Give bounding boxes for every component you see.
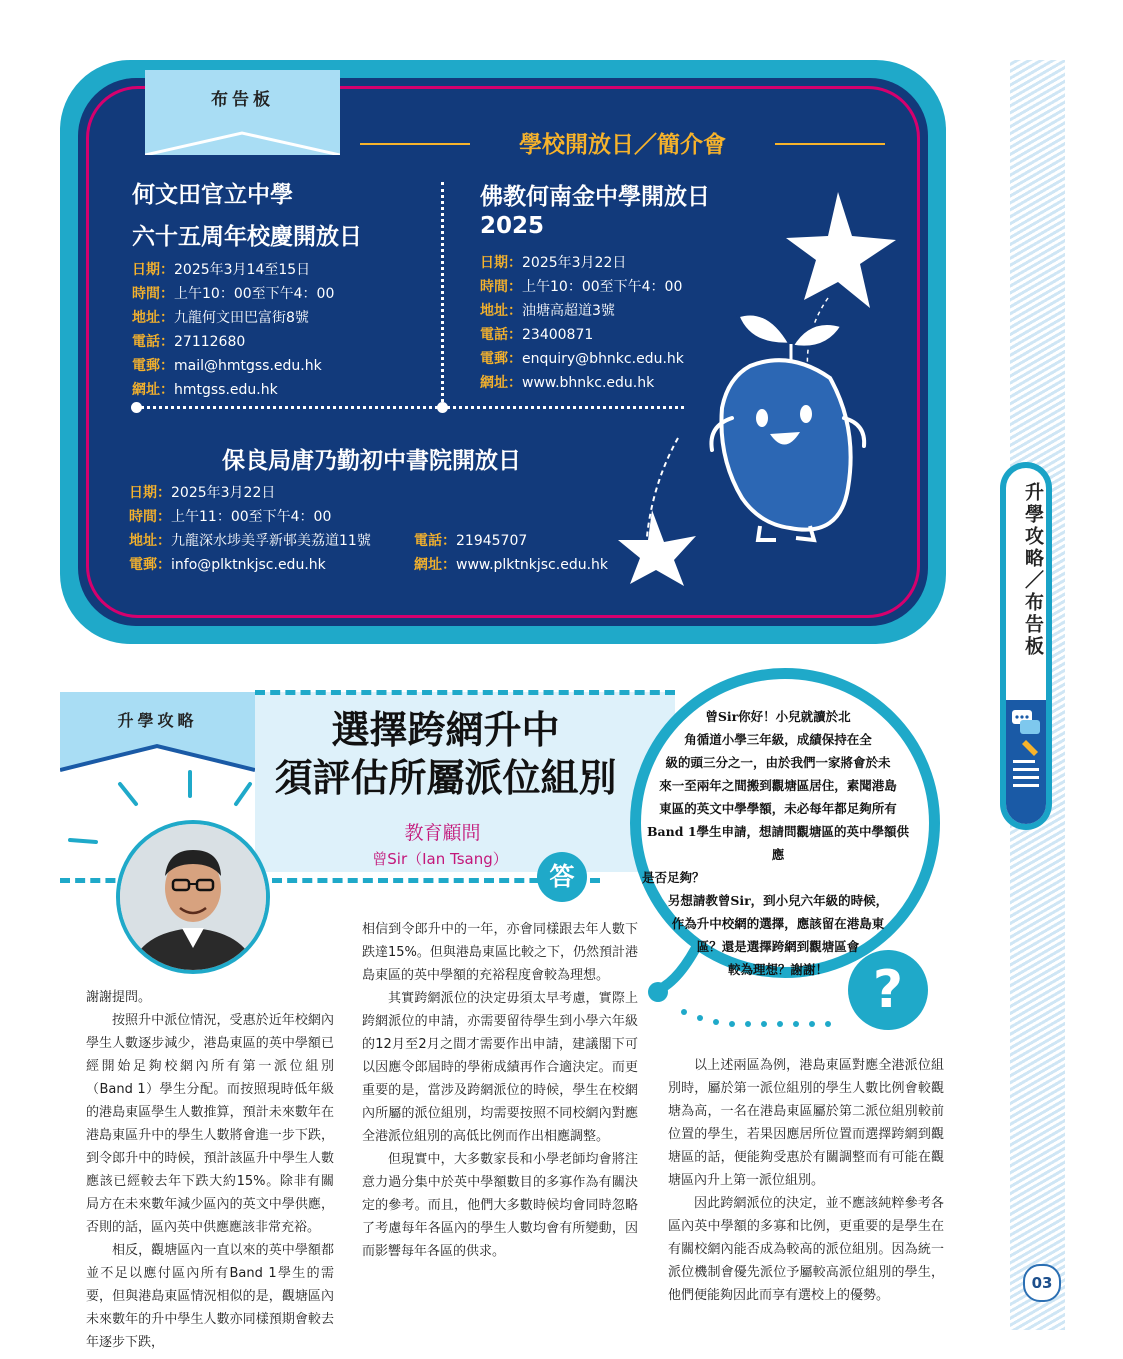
school2-date: 日期：2025年3月22日 (480, 255, 627, 271)
school3-title: 保良局唐乃勤初中書院開放日 (222, 448, 521, 474)
school2-title-line1: 佛教何南金中學開放日 (480, 184, 710, 210)
question-line: 另想請教曾Sir，到小兒六年級的時候， (667, 893, 889, 908)
bulletin-tag-notch (145, 125, 340, 155)
school1-time: 時間：上午10：00至下午4：00 (132, 286, 335, 302)
answer-badge: 答 (537, 852, 587, 902)
article-tag-label: 升學攻略 (117, 711, 198, 730)
question-line: 來一至兩年之間搬到觀塘區居住，素聞港島 (659, 778, 897, 793)
divider-dot-mid (437, 402, 448, 413)
school1-phone: 電話：27112680 (132, 334, 246, 350)
school2-title-line2: 2025 (480, 213, 545, 239)
school1-date: 日期：2025年3月14至15日 (132, 262, 311, 278)
school1-title-line2: 六十五周年校慶開放日 (132, 224, 362, 250)
author-role: 教育顧問 (404, 822, 481, 844)
question-mark-badge: ? (848, 950, 928, 1030)
sprout-mascot-illustration (600, 188, 910, 588)
question-line: 東區的英文中學學額，未必每年都足夠所有 (659, 801, 897, 816)
paragraph: 以上述兩區為例，港島東區對應全港派位組別時，屬於第一派位組別的學生人數比例會較觀塘為高，一名在港島東區屬於第二派位組別較前位置的學生，若果因應居所位置而選擇跨網到觀塘區的話，便能夠受惠於有關調整而有可能在觀塘區內升上第一派位組別。 (668, 1058, 944, 1188)
divider-vertical (441, 182, 444, 402)
question-line: 區？還是選擇跨網到觀塘區會 (696, 939, 860, 954)
author-avatar (116, 820, 270, 974)
school3-email: 電郵：info@plktnkjsc.edu.hk (129, 557, 326, 573)
school3-address: 地址：九龍深水埗美孚新邨美荔道11號 (129, 533, 371, 549)
article-column-2 (362, 918, 638, 1263)
question-line: 級的頭三分之一，由於我們一家將會於未 (665, 755, 891, 770)
paragraph: 因此跨網派位的決定，並不應該純粹參考各區內英中學額的多寡和比例，更重要的是學生在有關校網內能否成為較高的派位組別。因為統一派位機制會優先派位予屬較高派位組別的學生，他們便能夠因此而享有選校上的優勢。 (668, 1196, 944, 1303)
question-line: 較為理想？謝謝！ (727, 962, 828, 977)
star-icon (786, 192, 896, 308)
paragraph: 按照升中派位情況，受惠於近年校網內學生人數逐步減少，港島東區的英中學額已經開始足夠校網內所有第一派位組別（Band 1）學生分配。而按照現時低年級的港島東區學生人數推算，預計未來數年在港島東區升中的學生人數將會進一步下跌，到令郎升中的時候，預計該區升中學生人數應該已經較去年下跌大約15%。除非有關局方在未來數年減少區內的英文中學供應，否則的話，區內英中供應應該非常充裕。 (86, 1013, 334, 1235)
paragraph: 相信到令郎升中的一年，亦會同樣跟去年人數下跌達15%。但與港島東區比較之下，仍然預計港島東區的英中學額的充裕程度會較為理想。 (362, 922, 638, 983)
headline-line2: 須評估所屬派位組別 (274, 755, 617, 800)
school3-info-right (414, 529, 608, 577)
question-line: 角循道小學三年級，成績保持在全 (684, 732, 872, 747)
divider-dot-left (131, 402, 142, 413)
question-line: 作為升中校網的選擇，應該留在港島東 (671, 916, 885, 931)
article-headline (258, 706, 633, 802)
school3-website: 網址：www.plktnkjsc.edu.hk (414, 557, 609, 573)
school1-website: 網址：hmtgss.edu.hk (132, 382, 278, 398)
school1-address: 地址：九龍何文田巴富街8號 (132, 310, 309, 326)
question-line: Band 1學生申請，想請問觀塘區的英中學額供應 (646, 824, 910, 862)
school2-time: 時間：上午10：00至下午4：00 (480, 279, 683, 295)
school2-website: 網址：www.bhnkc.edu.hk (480, 375, 655, 391)
school2-phone: 電話：23400871 (480, 327, 594, 343)
bulletin-tag-label: 布告板 (211, 90, 274, 110)
paragraph: 但現實中，大多數家長和小學老師均會將注意力過分集中於英中學額數目的多寡作為有關決定的參考。而且，他們大多數時候均會同時忽略了考慮每年各區內的學生人數均會有所變動，因而影響每年各區的供求。 (362, 1152, 638, 1259)
school1-info (132, 258, 334, 402)
article-column-1 (86, 986, 334, 1354)
school3-date: 日期：2025年3月22日 (129, 485, 276, 501)
question-line: 曾Sir你好！小兒就讀於北 (705, 709, 851, 724)
page-number: 03 (1023, 1264, 1061, 1302)
school2-address: 地址：油塘高超道3號 (480, 303, 615, 319)
paragraph: 相反，觀塘區內一直以來的英中學額都並不足以應付區內所有Band 1學生的需要，但與港島東區情況相似的是，觀塘區內未來數年的升中學生人數亦同樣預期會較去年逐步下跌， (86, 1243, 334, 1350)
paragraph: 謝謝提問。 (86, 990, 152, 1005)
section-title-text: 學校開放日／簡介會 (519, 132, 726, 158)
reader-question (642, 705, 914, 981)
school2-email: 電郵：enquiry@bhnkc.edu.hk (480, 351, 684, 367)
school3-phone: 電話：21945707 (414, 533, 528, 549)
author-name: 曾Sir（Ian Tsang） (372, 850, 508, 868)
school1-email: 電郵：mail@hmtgss.edu.hk (132, 358, 322, 374)
headline-top-dashes (255, 690, 675, 695)
article-column-3 (668, 1054, 944, 1307)
open-day-section-title (360, 124, 885, 164)
star-icon (618, 510, 696, 586)
paragraph: 其實跨網派位的決定毋須太早考慮，實際上跨網派位的申請，亦需要留待學生到小學六年級的12月至2月之間才需要作出申請，建議閣下可以因應令郎屆時的學術成績再作合適決定。而更重要的是，當涉及跨網派位的時候，學生在校網內所屬的派位組別，均需要按照不同校網內對應全港派位組別的高低比例而作出相應調整。 (362, 991, 638, 1144)
school1-title-line1: 何文田官立中學 (132, 182, 293, 208)
question-line: 是否足夠？ (642, 870, 705, 885)
headline-line1: 選擇跨網升中 (331, 707, 560, 752)
school3-info (129, 481, 371, 577)
chat-icon (1006, 700, 1046, 824)
article-tag-notch (60, 736, 255, 772)
section-side-tab-label: 升學攻略／布告板 (1022, 482, 1044, 658)
school3-time: 時間：上午11：00至下午4：00 (129, 509, 332, 525)
